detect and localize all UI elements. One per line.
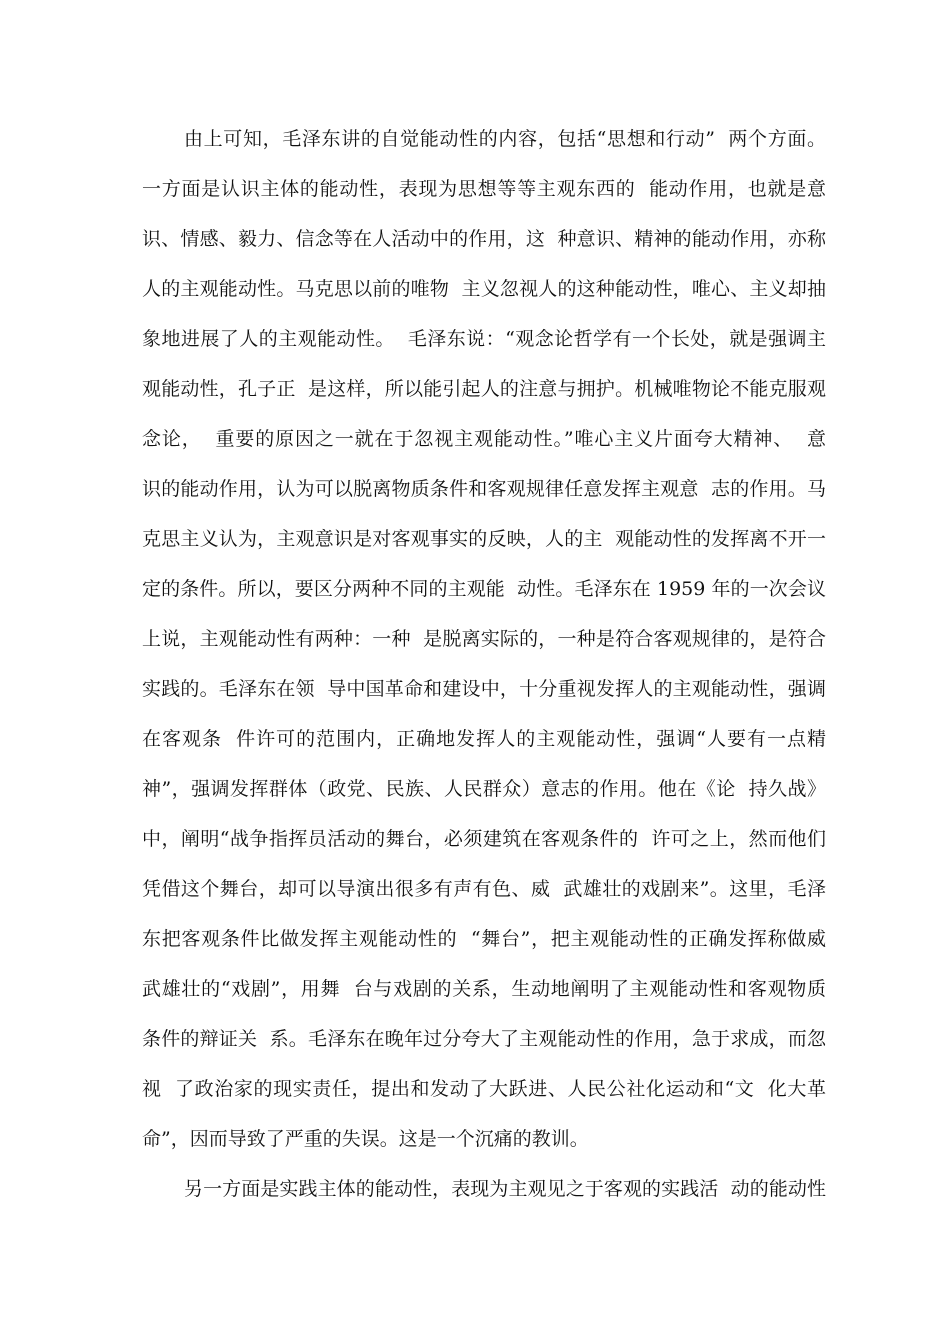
text-line: 中，阐明“战争指挥员活动的舞台，必须建筑在客观条件的 许可之上，然而他们 <box>142 828 826 850</box>
text-line: 一方面是认识主体的能动性，表现为思想等等主观东西的 能动作用，也就是意 <box>142 178 826 200</box>
text-line: 命”，因而导致了严重的失误。这是一个沉痛的教训。 <box>142 1128 589 1150</box>
text-line: 在客观条 件许可的范围内，正确地发挥人的主观能动性，强调“人要有一点精 <box>142 728 826 750</box>
text-line: 念论， 重要的原因之一就在于忽视主观能动性。”唯心主义片面夸大精神、 意 <box>142 428 826 450</box>
text-line: 另一方面是实践主体的能动性，表现为主观见之于客观的实践活 动的能动性 <box>184 1178 826 1200</box>
text-line: 上说，主观能动性有两种：一种 是脱离实际的，一种是符合客观规律的，是符合 <box>142 628 826 650</box>
text-line: 由上可知，毛泽东讲的自觉能动性的内容，包括“思想和行动” 两个方面。 <box>184 128 826 150</box>
text-line: 凭借这个舞台，却可以导演出很多有声有色、威 武雄壮的戏剧来”。这里，毛泽 <box>142 878 826 900</box>
text-line: 条件的辩证关 系。毛泽东在晚年过分夸大了主观能动性的作用，急于求成，而忽 <box>142 1028 826 1050</box>
text-line: 观能动性，孔子正 是这样，所以能引起人的注意与拥护。机械唯物论不能克服观 <box>142 378 826 400</box>
text-line: 象地进展了人的主观能动性。 毛泽东说：“观念论哲学有一个长处，就是强调主 <box>142 328 826 350</box>
text-line: 实践的。毛泽东在领 导中国革命和建设中，十分重视发挥人的主观能动性，强调 <box>142 678 826 700</box>
text-line: 武雄壮的“戏剧”，用舞 台与戏剧的关系，生动地阐明了主观能动性和客观物质 <box>142 978 826 1000</box>
text-line: 视 了政治家的现实责任，提出和发动了大跃进、人民公社化运动和“文 化大革 <box>142 1078 826 1100</box>
text-line: 识、情感、毅力、信念等在人活动中的作用，这 种意识、精神的能动作用，亦称 <box>142 228 826 250</box>
text-line: 克思主义认为，主观意识是对客观事实的反映，人的主 观能动性的发挥离不开一 <box>142 528 826 550</box>
text-line: 识的能动作用，认为可以脱离物质条件和客观规律任意发挥主观意 志的作用。马 <box>142 478 826 500</box>
text-line: 神”，强调发挥群体（政党、民族、人民群众）意志的作用。他在《论 持久战》 <box>142 778 826 800</box>
text-line: 人的主观能动性。马克思以前的唯物 主义忽视人的这种能动性，唯心、主义却抽 <box>142 278 826 300</box>
text-line: 定的条件。所以，要区分两种不同的主观能 动性。毛泽东在 1959 年的一次会议 <box>142 578 826 600</box>
text-line: 东把客观条件比做发挥主观能动性的 “舞台”，把主观能动性的正确发挥称做威 <box>142 928 826 950</box>
